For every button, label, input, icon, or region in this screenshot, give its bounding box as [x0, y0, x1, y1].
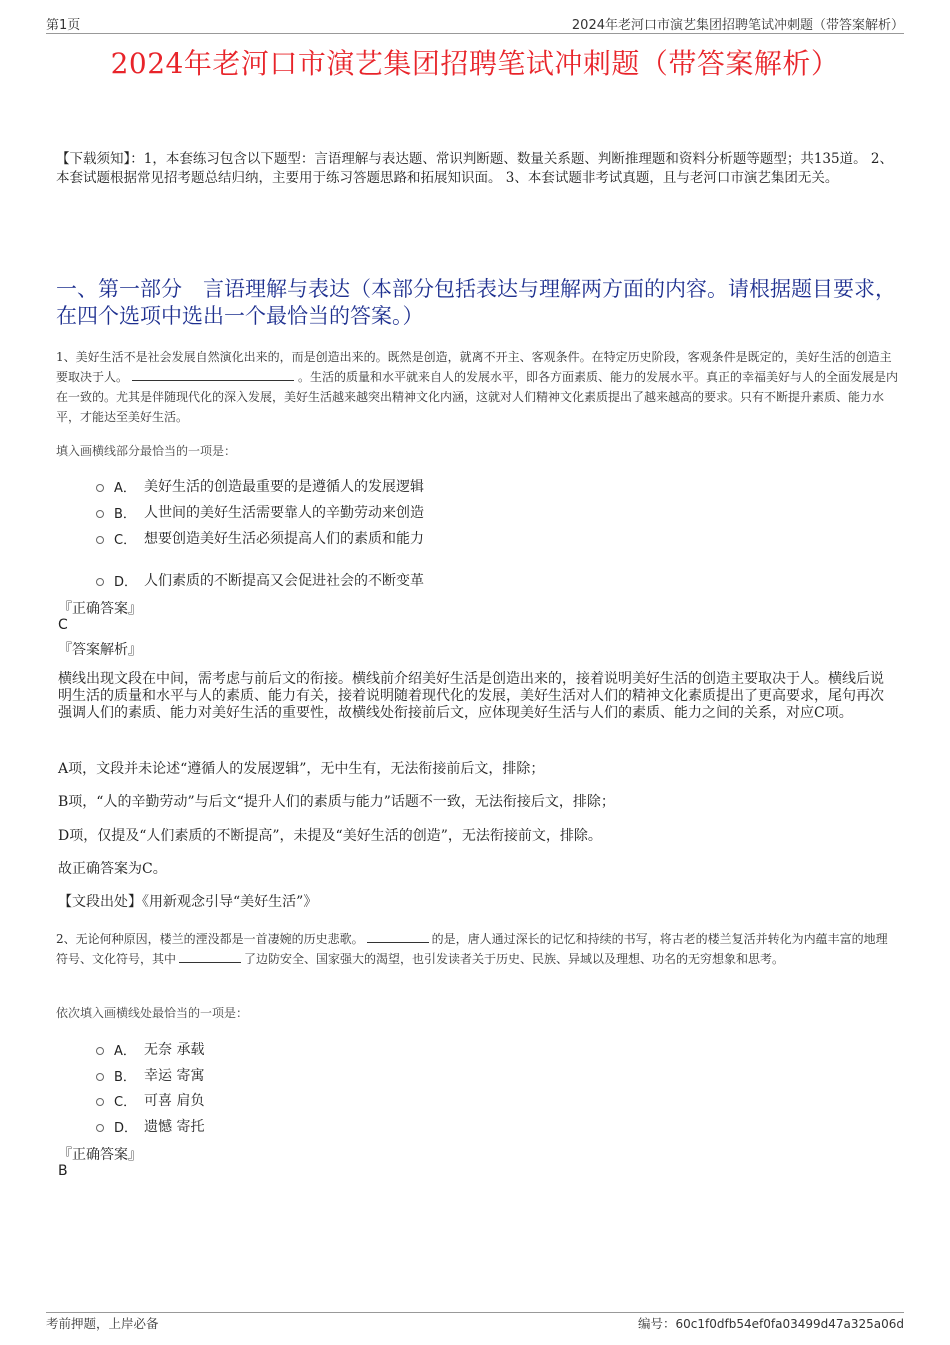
question-2-option-a[interactable] — [96, 1039, 204, 1059]
option-text: 想要创造美好生活必须提高人们的素质和能力 — [144, 531, 424, 547]
question-1-text-after: 。生活的质量和水平就来自人的发展水平，即各方面素质、能力的发展水平。真正的幸福美好与人的全面发展是内在一致的。尤其是伴随现代化的深入发展，美好生活越来越突出精神文化内涵，这就对人们精神文化素质提出了越来越高的要求。只有不断提升素质、能力水平，才能达至美好生活。 — [56, 370, 899, 424]
option-letter: A． — [114, 1043, 136, 1059]
footer-code-label: 编号： — [638, 1316, 676, 1331]
question-1-analysis-paragraph: 横线出现文段在中间，需考虑与前后文的衔接。横线前介绍美好生活是创造出来的，接着说明美好生活的创造主要取决于人。横线后说明生活的质量和水平与人的素质、能力有关，接着说明随着现代化的发展，美好生活对人们的精神文化素质提出了更高要求，尾句再次强调人们的素质、能力对美好生活的重要性，故横线处衔接前后文，应体现美好生活与人们的素质、能力之间的关系，对应C项。 — [58, 671, 884, 721]
question-2-blank-2 — [179, 951, 241, 963]
option-letter: C． — [114, 1094, 137, 1110]
option-letter: C． — [114, 532, 137, 548]
radio-button-icon[interactable] — [96, 578, 104, 586]
question-1-text — [56, 347, 899, 427]
option-letter: D． — [114, 574, 138, 590]
radio-button-icon[interactable] — [96, 536, 104, 544]
option-letter: B． — [114, 1069, 136, 1085]
question-2-option-d[interactable] — [96, 1116, 204, 1136]
option-text: 无奈 承载 — [144, 1042, 205, 1058]
question-1-answer-label: 『正确答案』 — [58, 601, 142, 617]
section-heading: 一、第一部分 言语理解与表达（本部分包括表达与理解两方面的内容。请根据题目要求，在四个选项中选出一个最恰当的答案。） — [56, 277, 896, 328]
question-2-answer-label: 『正确答案』 — [58, 1147, 142, 1163]
option-letter: B． — [114, 506, 136, 522]
question-1-prompt: 填入画横线部分最恰当的一项是： — [56, 444, 237, 458]
option-text: 人世间的美好生活需要靠人的辛勤劳动来创造 — [144, 505, 424, 521]
question-1-analysis-d: D项，仅提及“人们素质的不断提高”，未提及“美好生活的创造”，无法衔接前文，排除。 — [58, 828, 602, 844]
radio-button-icon[interactable] — [96, 510, 104, 518]
option-text: 美好生活的创造最重要的是遵循人的发展逻辑 — [144, 479, 424, 495]
question-2-prompt: 依次填入画横线处最恰当的一项是： — [56, 1006, 249, 1020]
question-2-text-1: 2、无论何种原因，楼兰的湮没都是一首凄婉的历史悲歌。 — [56, 932, 364, 946]
question-1-analysis-a: A项，文段并未论述“遵循人的发展逻辑”，无中生有，无法衔接前后文，排除； — [58, 761, 545, 777]
header-doc-title: 2024年老河口市演艺集团招聘笔试冲刺题（带答案解析） — [571, 18, 904, 33]
question-2-text-3: 了边防安全、国家强大的渴望，也引发读者关于历史、民族、异域以及理想、功名的无穷想象和思考。 — [244, 952, 785, 966]
footer-code — [638, 1314, 904, 1332]
footer-divider — [46, 1312, 904, 1313]
radio-button-icon[interactable] — [96, 1124, 104, 1132]
footer-slogan: 考前押题，上岸必备 — [46, 1316, 159, 1331]
option-text: 可喜 肩负 — [144, 1093, 205, 1109]
question-2-blank-1 — [367, 931, 429, 943]
question-2-answer: B — [58, 1163, 68, 1179]
option-letter: A． — [114, 480, 136, 496]
question-1-text-before: 1、美好生活不是社会发展自然演化出来的，而是创造出来的。既然是创造，就离不开主、客观条件。在特定历史阶段，客观条件是既定的，美好生活的创造主要取决于人。 — [56, 350, 892, 384]
question-2-option-c[interactable] — [96, 1090, 204, 1110]
question-2-text — [56, 929, 899, 969]
question-1-option-c[interactable] — [96, 528, 424, 548]
radio-button-icon[interactable] — [96, 484, 104, 492]
radio-button-icon[interactable] — [96, 1098, 104, 1106]
download-notice: 【下载须知】：1，本套练习包含以下题型：言语理解与表达题、常识判断题、数量关系题、判断推理题和资料分析题等题型；共135道。 2、本套试题根据常见招考题总结归纳，主要用于练习答题思路和拓展知识面。 3、本套试题非考试真题，且与老河口市演艺集团无关。 — [56, 151, 893, 186]
question-1-answer: C — [58, 617, 68, 633]
radio-button-icon[interactable] — [96, 1073, 104, 1081]
radio-button-icon[interactable] — [96, 1047, 104, 1055]
question-1-option-b[interactable] — [96, 502, 424, 522]
page-number: 第1页 — [46, 18, 81, 33]
footer-code-value: 60c1f0dfb54ef0fa03499d47a325a06d — [675, 1317, 904, 1331]
question-1-analysis-conclusion: 故正确答案为C。 — [58, 861, 167, 877]
header-divider — [46, 33, 904, 34]
question-1-option-d[interactable] — [96, 570, 424, 590]
option-text: 幸运 寄寓 — [144, 1068, 205, 1084]
question-1-blank — [132, 369, 294, 381]
option-text: 遗憾 寄托 — [144, 1119, 205, 1135]
question-2-text-2: 的是，唐人通过深长的记忆和持续的书写，将古老的楼兰复活并转化为内蕴丰富的地理符号、文化符号，其中 — [56, 932, 888, 966]
page-title: 2024年老河口市演艺集团招聘笔试冲刺题（带答案解析） — [110, 47, 840, 80]
question-1-analysis-label: 『答案解析』 — [58, 642, 142, 658]
question-2-option-b[interactable] — [96, 1065, 204, 1085]
option-letter: D． — [114, 1120, 138, 1136]
option-text: 人们素质的不断提高又会促进社会的不断变革 — [144, 573, 424, 589]
question-1-source: 【文段出处】《用新观念引导“美好生活”》 — [58, 894, 318, 910]
question-1-option-a[interactable] — [96, 476, 424, 496]
question-1-analysis-b: B项，“人的辛勤劳动”与后文“提升人们的素质与能力”话题不一致，无法衔接后文，排除； — [58, 794, 615, 810]
